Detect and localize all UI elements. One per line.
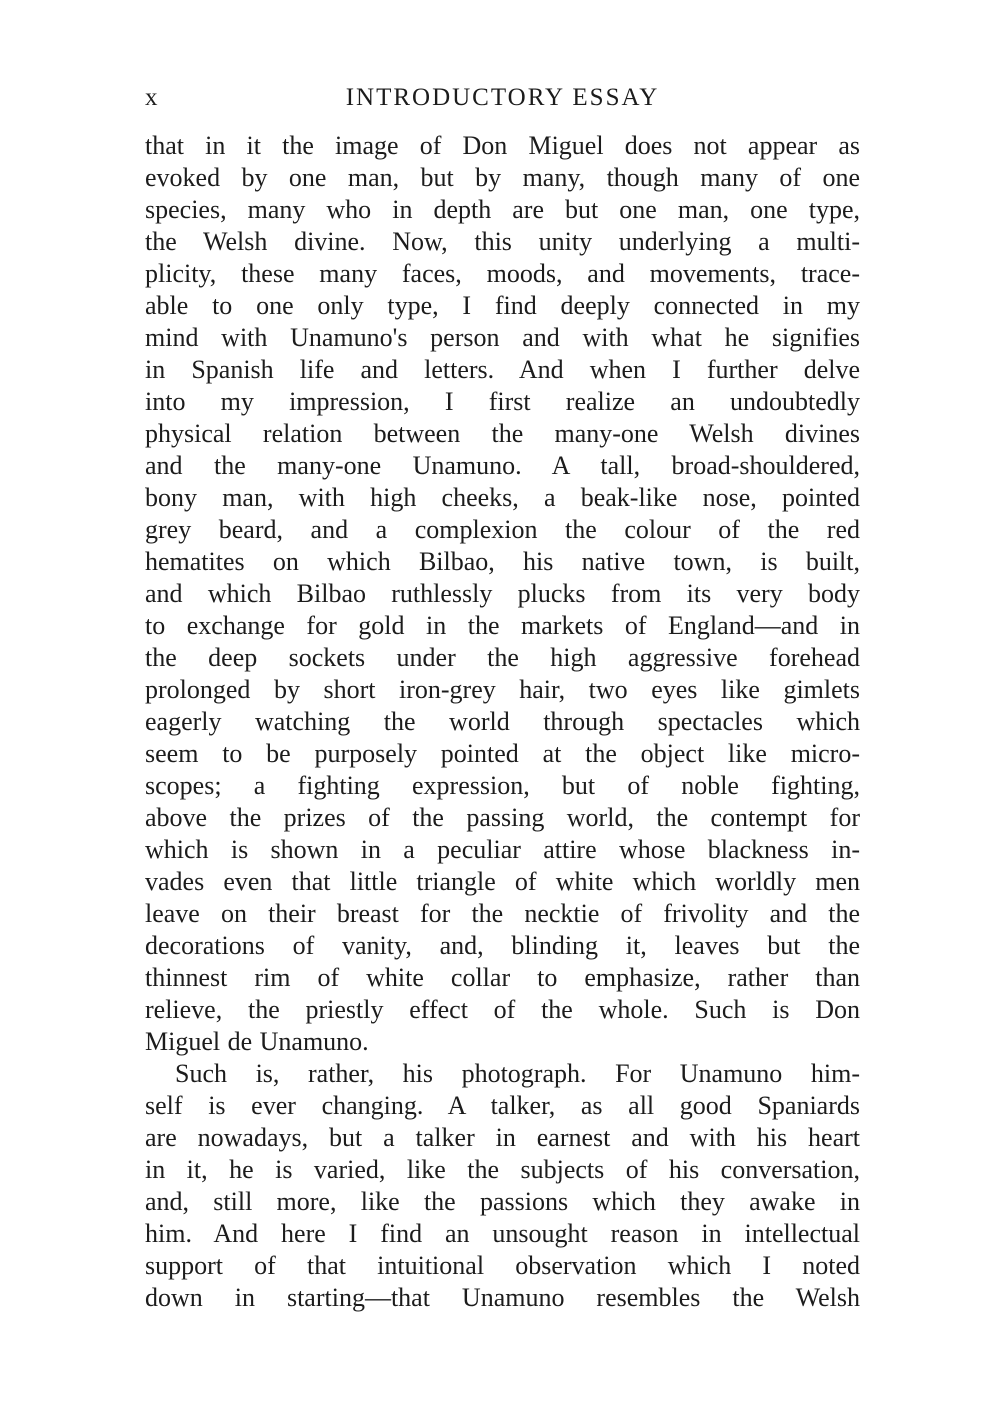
running-head: INTRODUCTORY ESSAY xyxy=(345,84,660,111)
text-line: relieve, the priestly effect of the whole. Such is Don xyxy=(145,995,860,1024)
text-line: down in starting—that Unamuno resembles the Welsh xyxy=(145,1283,860,1312)
text-line: the Welsh divine. Now, this unity underlying a multi- xyxy=(145,227,860,256)
text-line: are nowadays, but a talker in earnest and with his heart xyxy=(145,1123,860,1152)
text-line: into my impression, I first realize an undoubtedly xyxy=(145,387,860,416)
text-line: seem to be purposely pointed at the object like micro- xyxy=(145,739,860,768)
text-line: him. And here I find an unsought reason in intellectual xyxy=(145,1219,860,1248)
text-line: vades even that little triangle of white which worldly men xyxy=(145,867,860,896)
text-line: bony man, with high cheeks, a beak-like nose, pointed xyxy=(145,483,860,512)
text-line: able to one only type, I find deeply connected in my xyxy=(145,291,860,320)
body-text xyxy=(145,130,860,1314)
text-line: and, still more, like the passions which they awake in xyxy=(145,1187,860,1216)
text-line: thinnest rim of white collar to emphasize, rather than xyxy=(145,963,860,992)
text-line: leave on their breast for the necktie of frivolity and the xyxy=(145,899,860,928)
text-line: evoked by one man, but by many, though many of one xyxy=(145,163,860,192)
text-line: support of that intuitional observation which I noted xyxy=(145,1251,860,1280)
text-line: plicity, these many faces, moods, and movements, trace- xyxy=(145,259,860,288)
text-line: in it, he is varied, like the subjects of his conversation, xyxy=(145,1155,860,1184)
text-line: which is shown in a peculiar attire whose blackness in- xyxy=(145,835,860,864)
text-line: physical relation between the many-one Welsh divines xyxy=(145,419,860,448)
page-header xyxy=(145,84,860,118)
text-line: the deep sockets under the high aggressive forehead xyxy=(145,643,860,672)
page-number: x xyxy=(145,84,158,111)
text-line: scopes; a fighting expression, but of noble fighting, xyxy=(145,771,860,800)
text-line: that in it the image of Don Miguel does not appear as xyxy=(145,131,860,160)
text-line: grey beard, and a complexion the colour of the red xyxy=(145,515,860,544)
text-line: eagerly watching the world through spectacles which xyxy=(145,707,860,736)
text-line: species, many who in depth are but one man, one type, xyxy=(145,195,860,224)
text-line: above the prizes of the passing world, the contempt for xyxy=(145,803,860,832)
text-line: and the many-one Unamuno. A tall, broad-shouldered, xyxy=(145,451,860,480)
text-line: decorations of vanity, and, blinding it, leaves but the xyxy=(145,931,860,960)
text-line: to exchange for gold in the markets of England—and in xyxy=(145,611,860,640)
text-line: mind with Unamuno's person and with what he signifies xyxy=(145,323,860,352)
text-line: hematites on which Bilbao, his native town, is built, xyxy=(145,547,860,576)
text-line: and which Bilbao ruthlessly plucks from its very body xyxy=(145,579,860,608)
paragraph-start-line: Such is, rather, his photograph. For Unamuno him- xyxy=(175,1059,860,1088)
text-line: prolonged by short iron-grey hair, two eyes like gimlets xyxy=(145,675,860,704)
text-line: in Spanish life and letters. And when I further delve xyxy=(145,355,860,384)
text-line: self is ever changing. A talker, as all good Spaniards xyxy=(145,1091,860,1120)
paragraph-end-line: Miguel de Unamuno. xyxy=(145,1027,369,1056)
